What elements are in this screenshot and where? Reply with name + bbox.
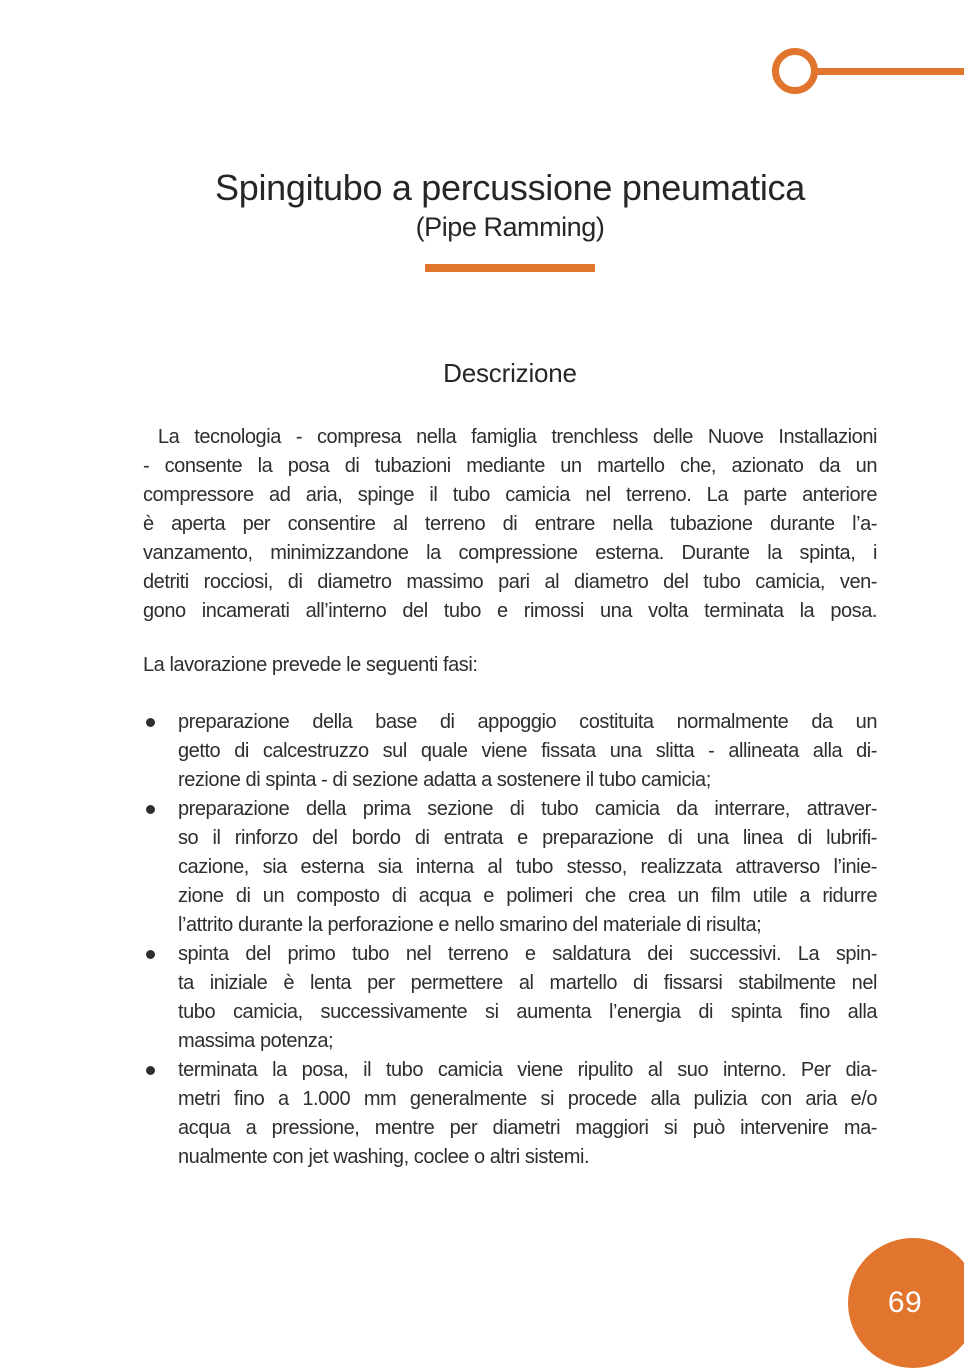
bullet-icon (146, 805, 155, 814)
list-item-text: spinta del primo tubo nel terreno e saldatura dei successivi. La spin- ta iniziale è lenta per permettere al martello di fissarsi stabilmente nel tubo camicia, successivamente si aumenta l’energia di spinta fino alla massima potenza; (178, 943, 877, 1052)
list-item (143, 1056, 877, 1172)
page-number-badge (848, 1238, 964, 1368)
list-item (143, 708, 877, 795)
page-title: Spingitubo a percussione pneumatica (215, 167, 805, 208)
bullet-icon (146, 950, 155, 959)
phases-list (143, 708, 877, 1172)
list-item-text: terminata la posa, il tubo camicia viene ripulito al suo interno. Per dia- metri fino a 1.000 mm generalmente si procede alla pulizia con aria e/o acqua a pressione, mentre per diametri maggiori si può intervenire ma- nualmente con jet washing, coclee o altri sistemi. (178, 1059, 877, 1168)
page-number: 69 (887, 1286, 923, 1319)
section-heading: Descrizione (443, 358, 577, 388)
list-item (143, 795, 877, 940)
phases-intro: La lavorazione prevede le seguenti fasi: (143, 654, 478, 676)
circle-line-decoration-icon (772, 48, 818, 94)
bullet-icon (146, 718, 155, 727)
description-paragraph: La tecnologia - compresa nella famiglia trenchless delle Nuove Installazioni - consente la posa di tubazioni mediante un martello che, azionato da un compressore ad aria, spinge il tubo camicia nel terreno. La parte anteriore è aperta per consentire al terreno di entrare nella tubazione durante l’a- vanzamento, minimizzandone la compressione esterna. Durante la spinta, i detriti rocciosi, di diametro massimo pari al diametro del tubo camicia, ven- gono incamerati all’interno del tubo e rimossi una volta terminata la posa. (143, 426, 877, 622)
page-content (143, 168, 877, 1172)
list-item-text: preparazione della prima sezione di tubo camicia da interrare, attraver- so il rinforzo del bordo di entrata e preparazione di una linea di lubrifi- cazione, sia esterna sia interna al tubo stesso, realizzata attraverso l’inie- zione di un composto di acqua e polimeri che crea un film utile a ridurre l’attrito durante la perforazione e nello smarino del materiale di risulta; (178, 798, 877, 936)
list-item-text: preparazione della base di appoggio costituita normalmente da un getto di calcestruzzo sul quale viene fissata una slitta - allineata alla di- rezione di spinta - di sezione adatta a sostenere il tubo camicia; (178, 711, 877, 791)
title-divider (425, 264, 595, 272)
list-item (143, 940, 877, 1056)
page-subtitle: (Pipe Ramming) (415, 212, 605, 242)
bullet-icon (146, 1066, 155, 1075)
decoration-rule (816, 68, 964, 75)
